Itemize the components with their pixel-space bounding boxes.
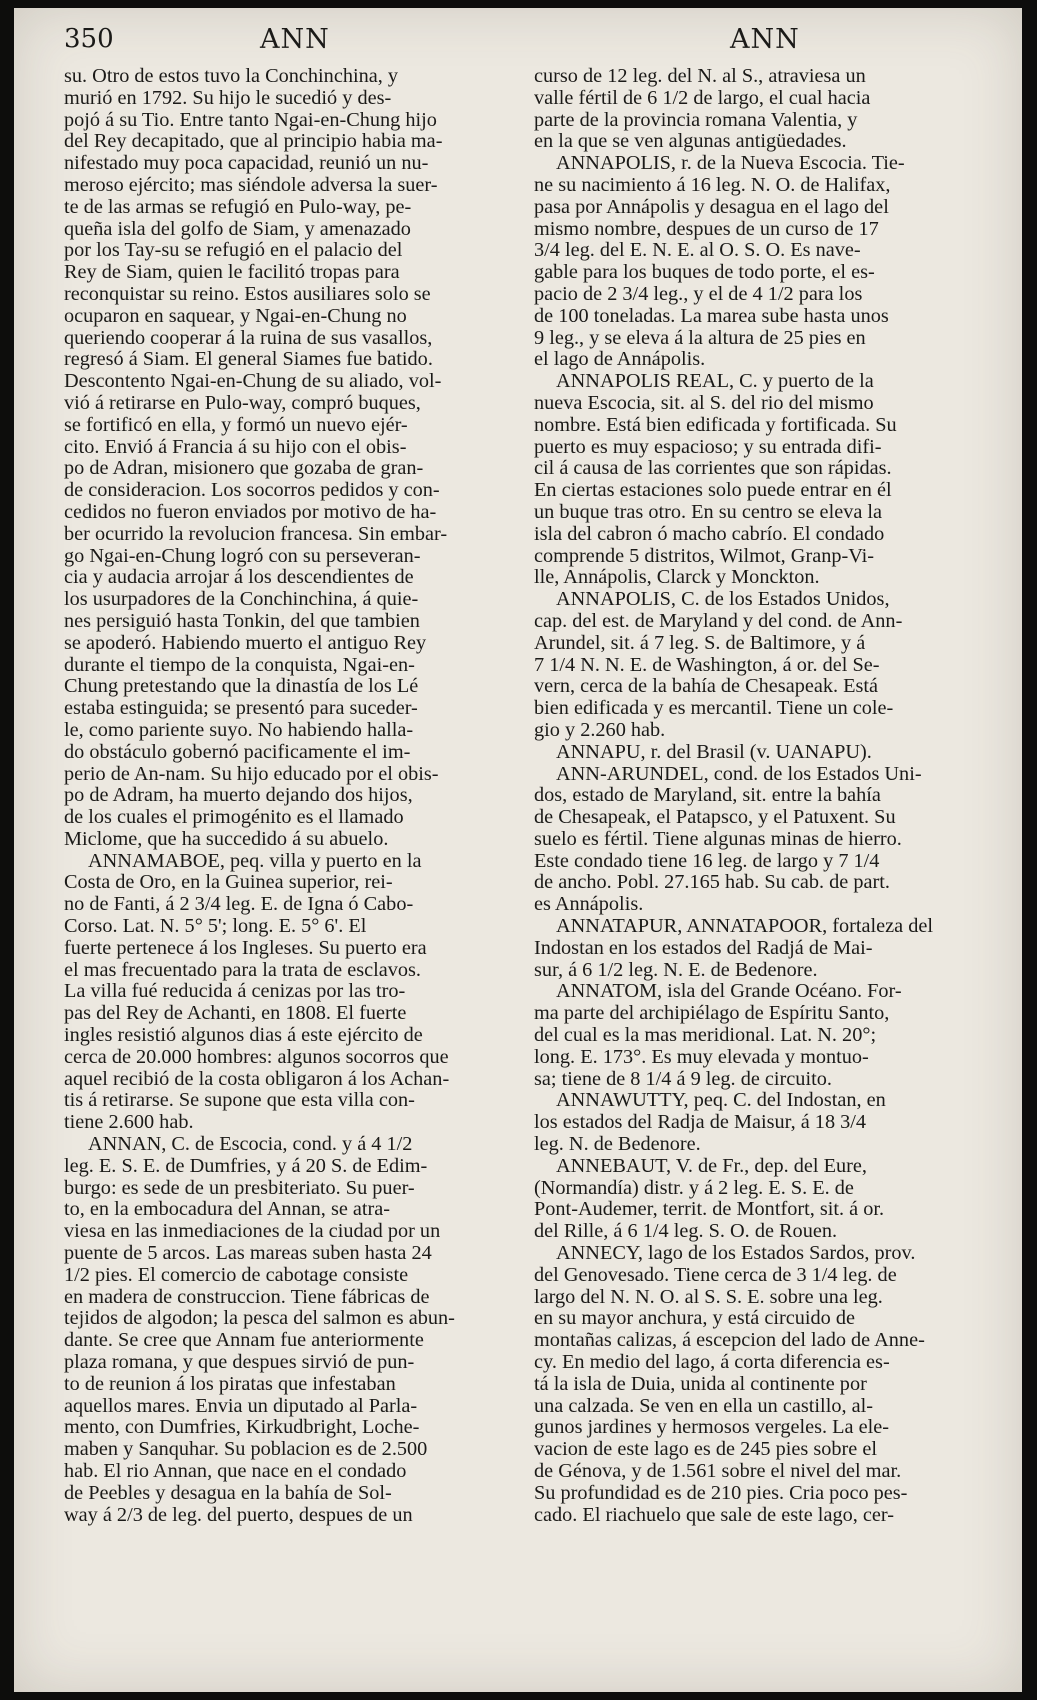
text-line: los estados del Radja de Maisur, á 18 3/4 <box>534 1112 867 1134</box>
text-line: Su profundidad es de 210 pies. Cria poco pes- <box>534 1482 908 1504</box>
text-line: gunos jardines y hermosos vergeles. La ele- <box>534 1417 890 1439</box>
text-line: de los cuales el primogénito es el llamado <box>64 807 404 829</box>
text-line: puente de 5 arcos. Las mareas suben hasta 24 <box>64 1243 432 1265</box>
text-line: La villa fué reducida á cenizas por las tro- <box>64 981 406 1003</box>
text-line: 1/2 pies. El comercio de cabotage consiste <box>64 1264 409 1286</box>
text-line: en su mayor anchura, y está circuido de <box>534 1308 855 1330</box>
text-line: bien edificada y es mercantil. Tiene un cole- <box>534 698 894 720</box>
text-line: burgo: es sede de un presbiteriato. Su puer- <box>64 1177 415 1199</box>
text-line: lle, Annápolis, Clarck y Monckton. <box>534 567 820 589</box>
text-line: cia y audacia arrojar á los descendientes de <box>64 567 414 589</box>
text-line: ANNAMABOE, peq. villa y puerto en la <box>88 850 422 872</box>
text-line: ANNATAPUR, ANNATAPOOR, fortaleza del <box>556 916 933 938</box>
text-line: de ancho. Pobl. 27.165 hab. Su cab. de part. <box>534 872 890 894</box>
text-line: to de reunion á los piratas que infestaban <box>64 1373 396 1395</box>
text-line: vió á retirarse en Pulo-way, compró buques, <box>64 392 421 414</box>
text-line: Chung pretestando que la dinastía de los Lé <box>64 676 419 698</box>
text-line: suelo es fértil. Tiene algunas minas de hierro. <box>534 828 902 850</box>
text-line: pas del Rey de Achanti, en 1808. El fuerte <box>64 1003 407 1025</box>
text-line: por los Tay-su se refugió en el palacio del <box>64 240 403 262</box>
text-line: cil á causa de las corrientes que son rápidas. <box>534 458 892 480</box>
text-line: en la que se ven algunas antigüedades. <box>534 131 847 153</box>
text-line: cy. En medio del lago, á corta diferencia es- <box>534 1352 890 1374</box>
text-line: ANNAN, C. de Escocia, cond. y á 4 1/2 <box>88 1134 413 1156</box>
text-line: 3/4 leg. del E. N. E. al O. S. O. Es nave- <box>534 240 861 262</box>
text-line: perio de An-nam. Su hijo educado por el obis- <box>64 763 439 785</box>
text-line: tis á retirarse. Se supone que esta villa con- <box>64 1090 415 1112</box>
text-line: do obstáculo gobernó pacificamente el im- <box>64 741 411 763</box>
text-line: ber ocurrido la revolucion francesa. Sin embar- <box>64 523 448 545</box>
text-line: del cual es la mas meridional. Lat. N. 20°; <box>534 1025 877 1047</box>
text-line: de 100 toneladas. La marea sube hasta unos <box>534 305 889 327</box>
text-line: de consideracion. Los socorros pedidos y con- <box>64 480 440 502</box>
text-line: hab. El rio Annan, que nace en el condado <box>64 1461 407 1482</box>
text-line: pacio de 2 3/4 leg., y el de 4 1/2 para los <box>534 283 863 305</box>
page-header <box>14 24 1022 64</box>
text-line: ANNAPU, r. del Brasil (v. UANAPU). <box>556 741 872 763</box>
text-line: Pont-Audemer, territ. de Montfort, sit. á or. <box>534 1199 885 1221</box>
text-line: sur, á 6 1/2 leg. N. E. de Bedenore. <box>534 959 818 981</box>
text-line: meroso ejército; mas siéndole adversa la suer- <box>64 174 438 196</box>
text-line: nombre. Está bien edificada y fortificada. Su <box>534 414 897 436</box>
text-line: tejidos de algodon; la pesca del salmon es abun- <box>64 1308 455 1330</box>
text-line: cerca de 20.000 hombres: algunos socorros que <box>64 1046 449 1068</box>
text-line: maben y Sanquhar. Su poblacion es de 2.500 <box>64 1439 428 1461</box>
text-line: tá la isla de Duia, unida al continente por <box>534 1373 867 1395</box>
text-line: Miclome, que ha succedido á su abuelo. <box>64 828 389 850</box>
text-line: un buque tras otro. En su centro se eleva la <box>534 501 883 523</box>
text-line: ingles resistió algunos dias á este ejército de <box>64 1025 423 1047</box>
text-line: ma parte del archipiélago de Espíritu Santo, <box>534 1003 890 1025</box>
text-line: aquel recibió de la costa obligaron á los Achan- <box>64 1068 450 1090</box>
text-line: una calzada. Se ven en ella un castillo, al- <box>534 1395 873 1417</box>
text-line: ANN-ARUNDEL, cond. de los Estados Uni- <box>556 763 922 785</box>
text-line: regresó á Siam. El general Siames fue batido. <box>64 349 433 371</box>
text-line: te de las armas se refugió en Pulo-way, pe- <box>64 196 412 218</box>
left-text-column <box>64 66 499 1526</box>
text-line: mismo nombre, despues de un curso de 17 <box>534 218 879 240</box>
right-text-column <box>534 66 997 1526</box>
left-running-head: ANN <box>260 24 330 55</box>
text-line: (Normandía) distr. y á 2 leg. E. S. E. de <box>534 1177 854 1199</box>
text-line: de Peebles y desagua en la bahía de Sol- <box>64 1482 392 1504</box>
text-line: nes persiguió hasta Tonkin, del que tambien <box>64 610 420 632</box>
text-line: viesa en las inmediaciones de la ciudad por un <box>64 1221 441 1243</box>
text-line: Este condado tiene 16 leg. de largo y 7 1/4 <box>534 850 880 872</box>
text-line: nueva Escocia, sit. al S. del rio del mismo <box>534 392 874 414</box>
text-line: del Rey decapitado, que al principio habia ma- <box>64 131 443 153</box>
text-line: nifestado muy poca capacidad, reunió un nu- <box>64 153 429 175</box>
text-line: leg. E. S. E. de Dumfries, y á 20 S. de Edim- <box>64 1155 428 1177</box>
text-line: de Chesapeak, el Patapsco, y el Patuxent. Su <box>534 807 896 829</box>
text-line: mento, con Dumfries, Kirkudbright, Loche- <box>64 1417 420 1439</box>
text-line: pasa por Annápolis y desagua en el lago del <box>534 196 889 218</box>
text-line: en madera de construccion. Tiene fábricas de <box>64 1286 430 1308</box>
text-line: dos, estado de Maryland, sit. entre la bahía <box>534 785 881 807</box>
text-line: Corso. Lat. N. 5° 5'; long. E. 5° 6'. El <box>64 916 367 938</box>
text-line: queriendo cooperar á la ruina de sus vasallos, <box>64 327 433 349</box>
text-line: el lago de Annápolis. <box>534 349 706 371</box>
text-line: cado. El riachuelo que sale de este lago, cer- <box>534 1504 894 1526</box>
text-line: po de Adram, ha muerto dejando dos hijos, <box>64 785 413 807</box>
text-line: long. E. 173°. Es muy elevada y montuo- <box>534 1046 869 1068</box>
text-line: ANNAWUTTY, peq. C. del Indostan, en <box>556 1090 886 1112</box>
text-line: 7 1/4 N. N. E. de Washington, á or. del Se- <box>534 654 880 676</box>
page-number: 350 <box>64 24 114 54</box>
text-line: to, en la embocadura del Annan, se atra- <box>64 1199 391 1221</box>
text-line: puerto es muy espacioso; y su entrada difi- <box>534 436 882 458</box>
text-line: po de Adran, misionero que gozaba de gran- <box>64 458 424 480</box>
text-line: del Rille, á 6 1/4 leg. S. O. de Rouen. <box>534 1221 838 1243</box>
text-line: Indostan en los estados del Radjá de Mai- <box>534 937 873 959</box>
text-line: Descontento Ngai-en-Chung de su aliado, vol- <box>64 371 442 393</box>
text-line: go Ngai-en-Chung logró con su perseveran- <box>64 545 421 567</box>
text-line: ne su nacimiento á 16 leg. N. O. de Halifax, <box>534 174 891 196</box>
text-line: estaba estinguida; se presentó para suceder- <box>64 698 418 720</box>
text-line: ANNAPOLIS, r. de la Nueva Escocia. Tie- <box>556 153 905 175</box>
text-line: Rey de Siam, quien le facilitó tropas para <box>64 262 400 284</box>
text-line: 9 leg., y se eleva á la altura de 25 pies en <box>534 327 866 349</box>
text-line: gable para los buques de todo porte, el es- <box>534 262 875 284</box>
text-line: los usurpadores de la Conchinchina, á quie- <box>64 589 419 611</box>
text-line: plaza romana, y que despues sirvió de pun- <box>64 1352 415 1374</box>
text-line: pojó á su Tio. Entre tanto Ngai-en-Chung hijo <box>64 109 437 131</box>
dictionary-page <box>14 8 1022 1692</box>
text-line: montañas calizas, á escepcion del lado de Anne- <box>534 1330 925 1352</box>
text-line: comprende 5 distritos, Wilmot, Granp-Vi- <box>534 545 875 567</box>
text-line: murió en 1792. Su hijo le sucedió y des- <box>64 87 392 109</box>
text-line: aquellos mares. Envia un diputado al Parla- <box>64 1395 418 1417</box>
text-line: de Génova, y de 1.561 sobre el nivel del mar. <box>534 1461 902 1482</box>
text-line: ocuparon en saquear, y Ngai-en-Chung no <box>64 305 407 327</box>
text-line: ANNAPOLIS REAL, C. y puerto de la <box>556 371 874 393</box>
text-line: largo del N. N. O. al S. S. E. sobre una leg. <box>534 1286 883 1308</box>
text-line: es Annápolis. <box>534 894 644 916</box>
text-line: reconquistar su reino. Estos ausiliares solo se <box>64 283 431 305</box>
text-line: vern, cerca de la bahía de Chesapeak. Está <box>534 676 879 698</box>
text-line: no de Fanti, á 2 3/4 leg. E. de Igna ó Cabo- <box>64 894 414 916</box>
text-line: le, como pariente suyo. No habiendo halla- <box>64 719 414 741</box>
text-line: Costa de Oro, en la Guinea superior, rei- <box>64 872 393 894</box>
text-line: tiene 2.600 hab. <box>64 1112 194 1134</box>
text-line: ANNAPOLIS, C. de los Estados Unidos, <box>556 589 890 611</box>
text-line: cap. del est. de Maryland y del cond. de Ann- <box>534 610 903 632</box>
text-line: way á 2/3 de leg. del puerto, despues de un <box>64 1504 413 1526</box>
text-line: gio y 2.260 hab. <box>534 719 666 741</box>
text-line: vacion de este lago es de 245 pies sobre el <box>534 1439 877 1461</box>
text-line: del Genovesado. Tiene cerca de 3 1/4 leg. de <box>534 1264 897 1286</box>
text-line: se fortificó en ella, y formó un nuevo ejér- <box>64 414 408 436</box>
right-running-head: ANN <box>730 24 800 55</box>
text-line: dante. Se cree que Annam fue anteriormente <box>64 1330 424 1352</box>
text-line: isla del cabron ó macho cabrío. El condado <box>534 523 885 545</box>
text-line: parte de la provincia romana Valentia, y <box>534 109 858 131</box>
text-line: valle fértil de 6 1/2 de largo, el cual hacia <box>534 87 871 109</box>
text-line: ANNEBAUT, V. de Fr., dep. del Eure, <box>556 1155 867 1177</box>
text-line: el mas frecuentado para la trata de esclavos. <box>64 959 421 981</box>
text-line: se apoderó. Habiendo muerto el antiguo Rey <box>64 632 427 654</box>
text-line: cito. Envió á Francia á su hijo con el obis- <box>64 436 407 458</box>
text-line: sa; tiene de 8 1/4 á 9 leg. de circuito. <box>534 1068 832 1090</box>
text-line: cedidos no fueron enviados por motivo de ha- <box>64 501 437 523</box>
text-line: Arundel, sit. á 7 leg. S. de Baltimore, y á <box>534 632 866 654</box>
text-line: queña isla del golfo de Siam, y amenazado <box>64 218 411 240</box>
text-line: durante el tiempo de la conquista, Ngai-en- <box>64 654 415 676</box>
text-line: ANNATOM, isla del Grande Océano. For- <box>556 981 902 1003</box>
text-line: leg. N. de Bedenore. <box>534 1134 701 1156</box>
text-line: En ciertas estaciones solo puede entrar en él <box>534 480 892 502</box>
text-line: ANNECY, lago de los Estados Sardos, prov. <box>556 1243 916 1265</box>
text-line: su. Otro de estos tuvo la Conchinchina, y <box>64 66 399 87</box>
text-line: fuerte pertenece á los Ingleses. Su puerto era <box>64 937 427 959</box>
text-line: curso de 12 leg. del N. al S., atraviesa un <box>534 66 866 87</box>
